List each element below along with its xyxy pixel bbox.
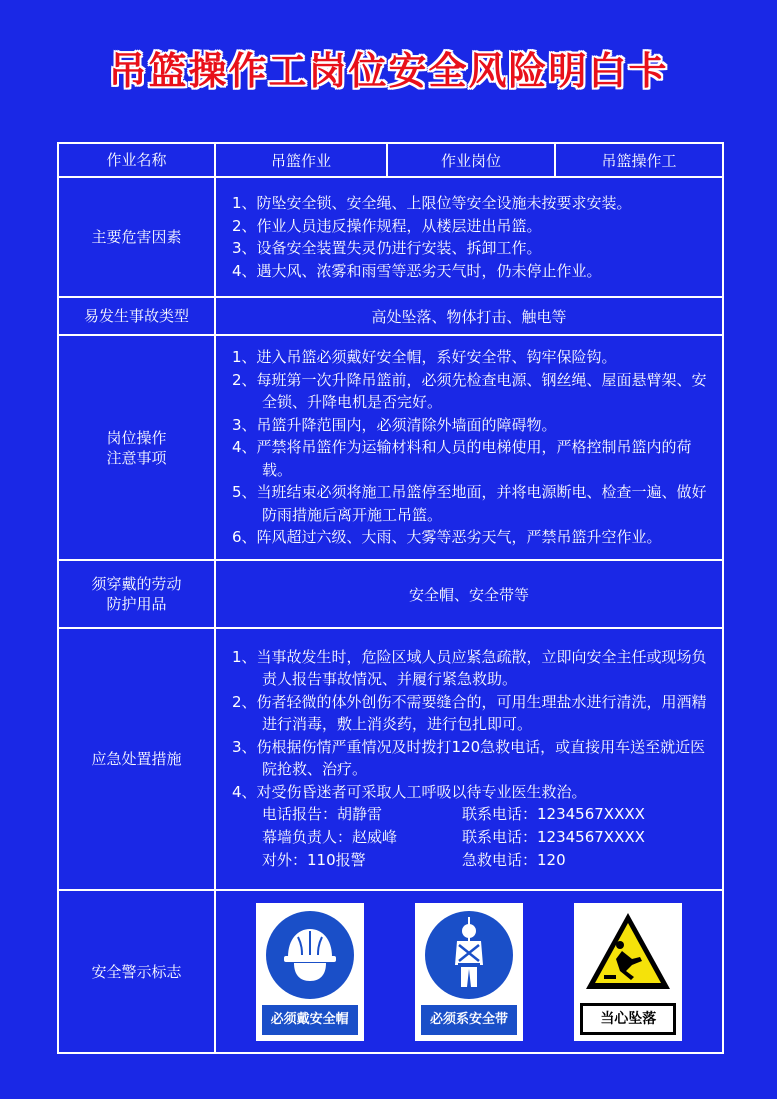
fall-warning-icon (582, 909, 674, 999)
accident-types-row (58, 297, 723, 335)
precaution-item: 1、进入吊篮必须戴好安全帽，系好安全带、钩牢保险钩。 (232, 348, 617, 367)
contact-left: 幕墙负责人：赵威峰 (262, 828, 398, 847)
precautions-list (216, 340, 722, 555)
contact-right: 联系电话：1234567XXXX (462, 828, 645, 847)
precautions-label (58, 335, 215, 560)
sign-helmet-caption: 必须戴安全帽 (262, 1005, 358, 1035)
contact-row (262, 849, 708, 872)
ppe-label-line1: 须穿戴的劳动 (91, 575, 182, 593)
sign-fall-warning-caption: 当心坠落 (580, 1003, 676, 1035)
emergency-label: 应急处置措施 (58, 628, 215, 890)
hazard-item: 3、设备安全装置失灵仍进行安装、拆卸工作。 (232, 239, 542, 257)
work-name-value: 吊篮作业 (215, 143, 387, 177)
contact-left: 对外：110报警 (262, 851, 366, 870)
ppe-label-line2: 防护用品 (106, 595, 167, 613)
precaution-item: 2、每班第一次升降吊篮前，必须先检查电源、钢丝绳、屋面悬臂架、安全锁、升降电机是否完好。 (232, 370, 707, 412)
sign-fall-warning (574, 903, 682, 1041)
signs-label: 安全警示标志 (58, 890, 215, 1053)
hazards-cell (215, 177, 723, 297)
harness-icon (423, 909, 515, 1005)
signs-group (216, 903, 722, 1041)
page-title: 吊篮操作工岗位安全风险明白卡 (108, 49, 669, 93)
precautions-row (58, 335, 723, 560)
precautions-cell (215, 335, 723, 560)
precaution-item: 5、当班结束必须将施工吊篮停至地面，并将电源断电、检查一遍、做好防雨措施后离开施工吊篮。 (232, 483, 707, 524)
post-value: 吊篮操作工 (555, 143, 723, 177)
hazard-item: 4、遇大风、浓雾和雨雪等恶劣天气时，仍未停止作业。 (232, 261, 602, 280)
hazard-item: 2、作业人员违反操作规程，从楼层进出吊篮。 (232, 216, 542, 235)
post-label: 作业岗位 (387, 143, 555, 177)
sign-harness (415, 903, 523, 1041)
signs-cell (215, 890, 723, 1053)
ppe-label (58, 560, 215, 628)
emergency-row (58, 628, 723, 890)
precaution-item: 3、吊篮升降范围内，必须清除外墙面的障碍物。 (232, 415, 557, 434)
contact-row (262, 826, 708, 849)
accident-types-label: 易发生事故类型 (58, 297, 215, 335)
contact-right: 联系电话：1234567XXXX (462, 805, 645, 824)
emergency-contacts (232, 803, 708, 872)
helmet-icon (264, 909, 356, 1005)
contact-right: 急救电话：120 (462, 851, 566, 870)
risk-card-table (57, 142, 724, 1054)
hazards-row (58, 177, 723, 297)
accident-types-value: 高处坠落、物体打击、触电等 (215, 297, 723, 335)
precaution-item: 4、严禁将吊篮作为运输材料和人员的电梯使用，严格控制吊篮内的荷载。 (232, 438, 692, 479)
sign-helmet (256, 903, 364, 1041)
hazards-label: 主要危害因素 (58, 177, 215, 297)
ppe-row (58, 560, 723, 628)
work-name-label: 作业名称 (58, 143, 215, 177)
emergency-item: 4、对受伤昏迷者可采取人工呼吸以待专业医生救治。 (232, 782, 587, 801)
precautions-label-line1: 岗位操作 (106, 428, 167, 447)
emergency-cell (215, 628, 723, 890)
emergency-item: 2、伤者轻微的体外创伤不需要缝合的，可用生理盐水进行清洗，用酒精进行消毒，敷上消炎药，进行包扎即可。 (232, 692, 707, 734)
signs-row (58, 890, 723, 1053)
contact-left: 电话报告：胡静雷 (262, 805, 383, 824)
hazards-list (216, 186, 722, 288)
precautions-label-line2: 注意事项 (106, 448, 167, 467)
hazard-item: 1、防坠安全锁、安全绳、上限位等安全设施未按要求安装。 (232, 194, 632, 212)
ppe-value: 安全帽、安全带等 (215, 560, 723, 628)
contact-row (262, 803, 708, 826)
emergency-item: 3、伤根据伤情严重情况及时拨打120急救电话，或直接用车送至就近医院抢救、治疗。 (232, 737, 706, 779)
emergency-list (216, 640, 722, 879)
precaution-item: 6、阵风超过六级、大雨、大雾等恶劣天气，严禁吊篮升空作业。 (232, 528, 662, 547)
emergency-item: 1、当事故发生时，危险区域人员应紧急疏散，立即向安全主任或现场负责人报告事故情况、并履行紧急救助。 (232, 647, 707, 689)
header-row (58, 143, 723, 177)
sign-harness-caption: 必须系安全带 (421, 1005, 517, 1035)
